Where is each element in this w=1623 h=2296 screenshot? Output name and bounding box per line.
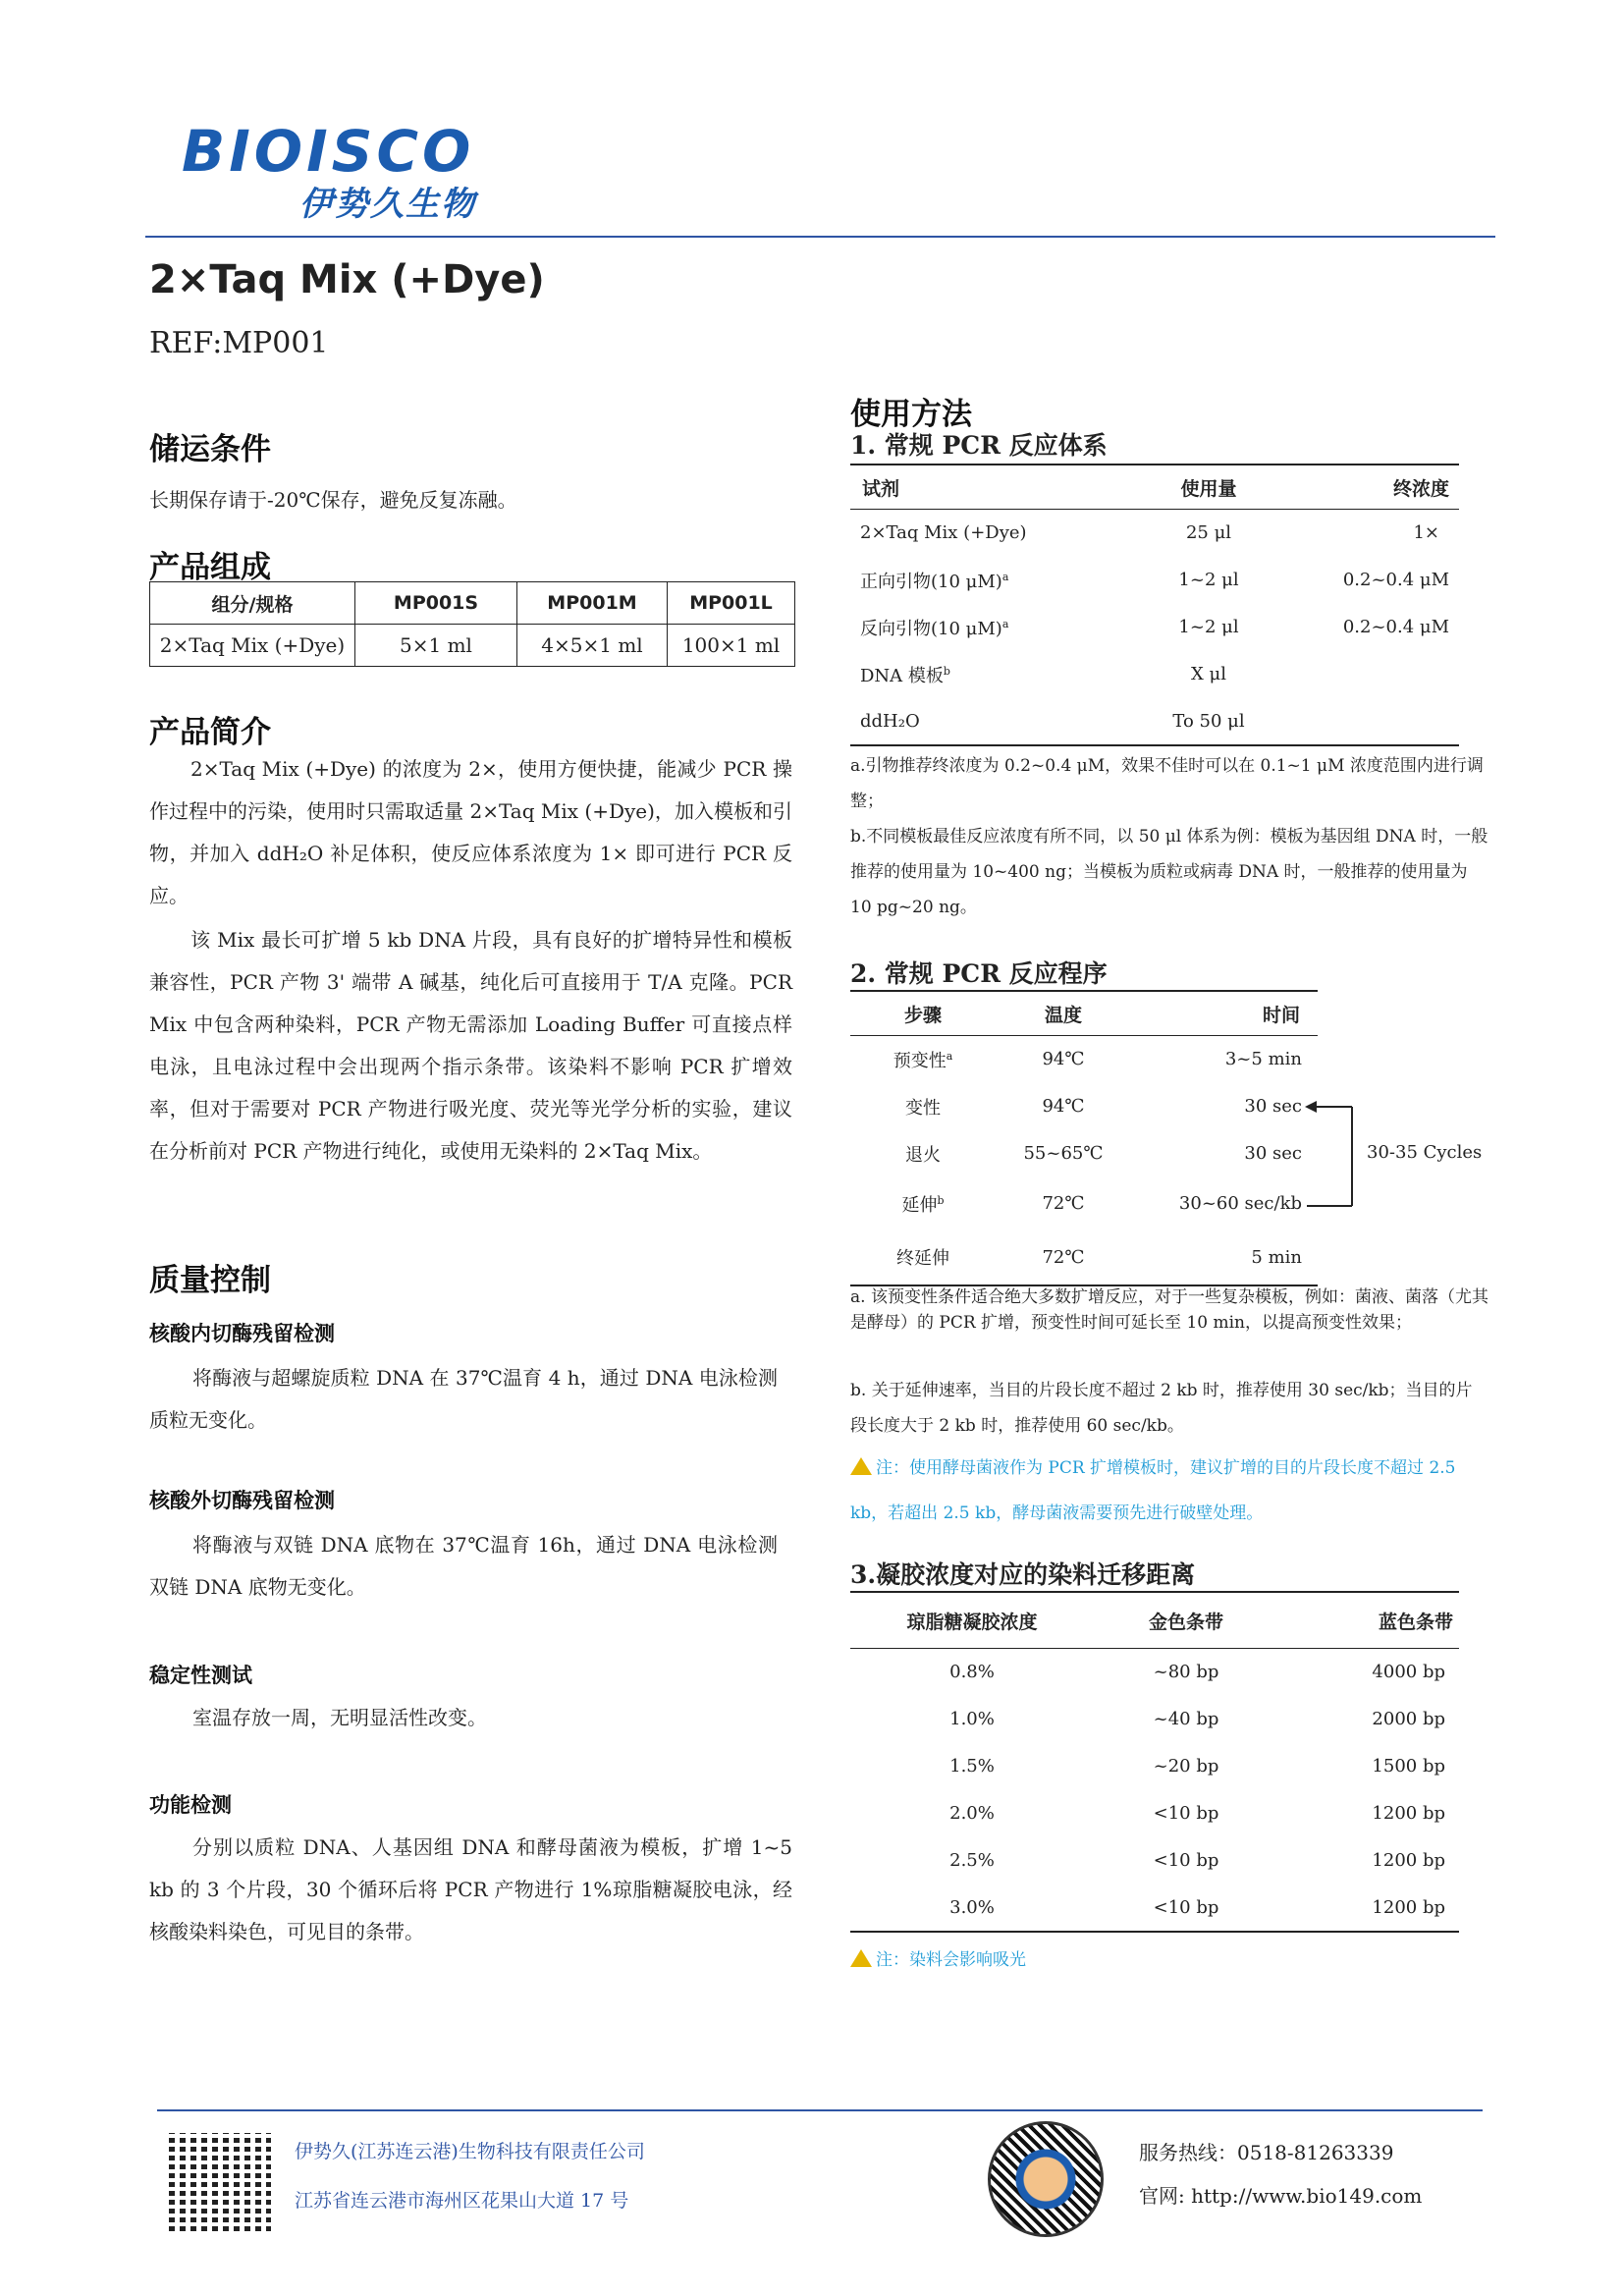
footer-company: 伊势久(江苏连云港)生物科技有限责任公司 [295, 2141, 645, 2162]
program-step-label: 终延伸 [896, 1248, 949, 1269]
qc-item-title: 功能检测 [149, 1793, 232, 1817]
system-amount: X μl [1191, 664, 1226, 684]
mini-program-code-icon [988, 2121, 1104, 2237]
cycle-bracket [1301, 1090, 1360, 1208]
program-temp: 55~65℃ [1023, 1143, 1104, 1164]
gel-row [850, 1790, 1459, 1837]
warning-icon [850, 1949, 872, 1967]
gel-warning-text: 注：染料会影响吸光 [876, 1950, 1026, 1970]
header-rule [145, 236, 1495, 238]
composition-cell: 5×1 ml [355, 625, 517, 667]
system-col-header: 使用量 [1121, 465, 1296, 510]
brand-logo: BIOISCO [182, 118, 475, 185]
program-temp: 94℃ [1042, 1096, 1085, 1117]
footnote-mark: a [1001, 617, 1009, 630]
reaction-system-table [850, 464, 1459, 746]
gel-blue-band: 4000 bp [1372, 1662, 1445, 1683]
qc-item-title: 核酸内切酶残留检测 [149, 1322, 335, 1345]
program-col-header: 步骤 [850, 991, 996, 1036]
gel-gold-band: ~20 bp [1153, 1756, 1219, 1777]
program-step [850, 1230, 996, 1285]
program-col-header: 时间 [1131, 991, 1318, 1036]
gel-blue-band: 1500 bp [1372, 1756, 1445, 1777]
program-col-header: 温度 [996, 991, 1131, 1036]
system-row [850, 698, 1459, 745]
program-temp: 72℃ [1042, 1193, 1085, 1214]
composition-cell: 2×Taq Mix (+Dye) [150, 625, 355, 667]
storage-text: 长期保存请于-20℃保存，避免反复冻融。 [149, 488, 517, 512]
gel-heading: 3.凝胶浓度对应的染料迁移距离 [850, 1560, 1196, 1589]
system-final: 0.2~0.4 μM [1342, 617, 1449, 637]
qc-item-text: 室温存放一周，无明显活性改变。 [192, 1706, 487, 1729]
product-title: 2×Taq Mix (+Dye) [149, 257, 545, 302]
gel-concentration: 1.5% [949, 1756, 995, 1777]
qc-item-text: 分别以质粒 DNA、人基因组 DNA 和酵母菌液为模板，扩增 1~5 kb 的 3 个片段，30 个循环后将 PCR 产物进行 1%琼脂糖凝胶电泳，经核酸染料染色，可见目的条带。 [149, 1835, 792, 1943]
gel-blue-band: 1200 bp [1372, 1850, 1445, 1871]
system-final [1296, 698, 1459, 745]
system-col-header: 终浓度 [1296, 465, 1459, 510]
gel-concentration: 3.0% [949, 1896, 995, 1918]
intro-paragraph-2: 该 Mix 最长可扩增 5 kb DNA 片段，具有良好的扩增特异性和模板兼容性，PCR 产物 3' 端带 A 碱基，纯化后可直接用于 T/A 克隆。PCR Mix 中包含两种染料，PCR 产物无需添加 Loading Buffer 可直接点样电泳，且电泳过程中会出现两个指示条带。该染料不影响 PCR 扩增效率，但对于需要对 PCR 产物进行吸光度、荧光等光学分析的实验，建议在分析前对 PCR 产物进行纯化，或使用无染料的 2×Taq Mix。 [149, 928, 792, 1163]
program-row [850, 1230, 1318, 1285]
cycles-label: 30-35 Cycles [1367, 1142, 1483, 1163]
gel-warning [850, 1942, 1488, 1978]
system-reagent-name: ddH₂O [860, 710, 920, 732]
gel-gold-band: <10 bp [1153, 1896, 1219, 1918]
footer-address: 江苏省连云港市海州区花果山大道 17 号 [295, 2190, 629, 2212]
system-row [850, 557, 1459, 604]
footer-rule [157, 2109, 1483, 2111]
gel-row [850, 1885, 1459, 1932]
program-note-b: b. 关于延伸速率，当目的片段长度不超过 2 kb 时，推荐使用 30 sec/kb；当目的片段长度大于 2 kb 时，推荐使用 60 sec/kb。 [850, 1381, 1473, 1436]
program-time: 30~60 sec/kb [1178, 1193, 1302, 1214]
program-step-label: 退火 [905, 1144, 941, 1166]
intro-heading: 产品简介 [149, 715, 271, 750]
composition-col-header: MP001M [517, 582, 668, 625]
storage-heading: 储运条件 [149, 432, 271, 467]
composition-cell: 4×5×1 ml [517, 625, 668, 667]
system-reagent [850, 557, 1121, 604]
program-time: 3~5 min [1224, 1049, 1302, 1070]
system-final: 1× [1413, 522, 1439, 544]
system-row [850, 604, 1459, 651]
composition-col-header: 组分/规格 [150, 582, 355, 625]
system-final [1296, 651, 1459, 698]
footnote-mark: b [937, 1193, 945, 1207]
system-note-a: a.引物推荐终浓度为 0.2~0.4 μM，效果不佳时可以在 0.1~1 μM 浓度范围内进行调整； [850, 756, 1484, 811]
system-header-row [850, 465, 1459, 510]
program-time: 30 sec [1244, 1096, 1302, 1117]
composition-table [149, 581, 795, 667]
usage-heading: 使用方法 [850, 397, 972, 432]
system-amount: 25 μl [1185, 522, 1232, 544]
system-reagent [850, 651, 1121, 698]
system-reagent [850, 604, 1121, 651]
footnote-mark: a [1001, 570, 1009, 583]
cycle-arrow-icon [1305, 1101, 1317, 1113]
program-step-label: 延伸 [901, 1194, 938, 1216]
qc-item-text: 将酶液与超螺旋质粒 DNA 在 37℃温育 4 h，通过 DNA 电泳检测质粒无变化。 [149, 1366, 778, 1432]
program-row [850, 1177, 1318, 1230]
gel-concentration: 1.0% [949, 1709, 995, 1729]
program-step [850, 1083, 996, 1130]
gel-table [850, 1591, 1459, 1933]
system-reagent [850, 698, 1121, 745]
qr-code-icon [169, 2133, 271, 2231]
qc-item-title: 核酸外切酶残留检测 [149, 1489, 335, 1512]
program-note-a: a. 该预变性条件适合绝大多数扩增反应，对于一些复杂模板，例如：菌液、菌落（尤其是酵母）的 PCR 扩增，预变性时间可延长至 10 min，以提高预变性效果； [850, 1287, 1488, 1333]
program-step-label: 预变性 [893, 1050, 947, 1071]
gel-row [850, 1696, 1459, 1743]
composition-row [150, 625, 795, 667]
reaction-program-table [850, 990, 1318, 1286]
system-reagent-name: 2×Taq Mix (+Dye) [860, 522, 1027, 544]
system-col-header: 试剂 [850, 465, 1121, 510]
gel-gold-band: <10 bp [1153, 1850, 1219, 1871]
system-amount: To 50 μl [1172, 710, 1245, 732]
composition-cell: 100×1 ml [668, 625, 795, 667]
gel-header-row [850, 1592, 1459, 1649]
system-row [850, 651, 1459, 698]
system-reagent-name: 反向引物(10 μM) [860, 618, 1002, 639]
program-step [850, 1177, 996, 1230]
program-warning [850, 1446, 1488, 1536]
program-temp: 94℃ [1042, 1049, 1085, 1070]
program-heading: 2. 常规 PCR 反应程序 [850, 959, 1108, 988]
composition-heading: 产品组成 [149, 550, 271, 585]
program-row [850, 1036, 1318, 1083]
system-reagent-name: DNA 模板 [860, 665, 944, 686]
brand-logo-chinese: 伊势久生物 [299, 185, 476, 224]
composition-col-header: MP001S [355, 582, 517, 625]
system-final: 0.2~0.4 μM [1342, 570, 1449, 590]
program-step-label: 变性 [905, 1097, 941, 1119]
system-row [850, 510, 1459, 557]
footer-website[interactable]: 官网: http://www.bio149.com [1139, 2184, 1423, 2208]
gel-blue-band: 1200 bp [1372, 1803, 1445, 1824]
qc-item-text: 将酶液与双链 DNA 底物在 37℃温育 16h，通过 DNA 电泳检测双链 DNA 底物无变化。 [149, 1533, 778, 1599]
program-row [850, 1130, 1318, 1177]
gel-row [850, 1649, 1459, 1696]
program-time: 30 sec [1244, 1143, 1302, 1164]
program-time: 5 min [1251, 1246, 1302, 1268]
footer-hotline: 服务热线：0518-81263339 [1139, 2141, 1394, 2164]
footnote-mark: a [946, 1049, 953, 1063]
gel-gold-band: ~40 bp [1153, 1709, 1219, 1729]
gel-blue-band: 1200 bp [1372, 1896, 1445, 1918]
gel-col-header: 金色条带 [1094, 1592, 1278, 1649]
product-ref: REF:MP001 [149, 326, 329, 360]
gel-col-header: 琼脂糖凝胶浓度 [850, 1592, 1094, 1649]
program-row [850, 1083, 1318, 1130]
gel-row [850, 1837, 1459, 1885]
system-heading: 1. 常规 PCR 反应体系 [850, 431, 1108, 460]
gel-concentration: 0.8% [949, 1662, 995, 1683]
system-reagent [850, 510, 1121, 557]
composition-header-row [150, 582, 795, 625]
program-step [850, 1036, 996, 1083]
program-temp: 72℃ [1042, 1246, 1085, 1268]
system-note-b: b.不同模板最佳反应浓度有所不同，以 50 μl 体系为例：模板为基因组 DNA 时，一般推荐的使用量为 10~400 ng；当模板为质粒或病毒 DNA 时，一般推荐的使用量为 10 pg~20 ng。 [850, 827, 1488, 917]
program-header-row [850, 991, 1318, 1036]
gel-concentration: 2.5% [949, 1850, 995, 1871]
program-warning-text: 注：使用酵母菌液作为 PCR 扩增模板时，建议扩增的目的片段长度不超过 2.5 kb，若超出 2.5 kb，酵母菌液需要预先进行破壁处理。 [850, 1458, 1456, 1523]
gel-gold-band: ~80 bp [1153, 1662, 1219, 1683]
system-reagent-name: 正向引物(10 μM) [860, 571, 1002, 592]
gel-concentration: 2.0% [949, 1803, 995, 1824]
system-amount: 1~2 μl [1178, 617, 1239, 637]
qc-heading: 质量控制 [149, 1263, 271, 1298]
gel-gold-band: <10 bp [1153, 1803, 1219, 1824]
gel-col-header: 蓝色条带 [1278, 1592, 1459, 1649]
program-step [850, 1130, 996, 1177]
intro-paragraph-1: 2×Taq Mix (+Dye) 的浓度为 2×，使用方便快捷，能减少 PCR 操作过程中的污染，使用时只需取适量 2×Taq Mix (+Dye)，加入模板和引物，并加入 ddH₂O 补足体积，使反应体系浓度为 1× 即可进行 PCR 反应。 [149, 757, 792, 907]
gel-row [850, 1743, 1459, 1790]
footnote-mark: b [943, 664, 950, 678]
warning-icon [850, 1457, 872, 1475]
qc-item-title: 稳定性测试 [149, 1664, 252, 1687]
composition-col-header: MP001L [668, 582, 795, 625]
system-amount: 1~2 μl [1178, 570, 1239, 590]
gel-blue-band: 2000 bp [1372, 1709, 1445, 1729]
